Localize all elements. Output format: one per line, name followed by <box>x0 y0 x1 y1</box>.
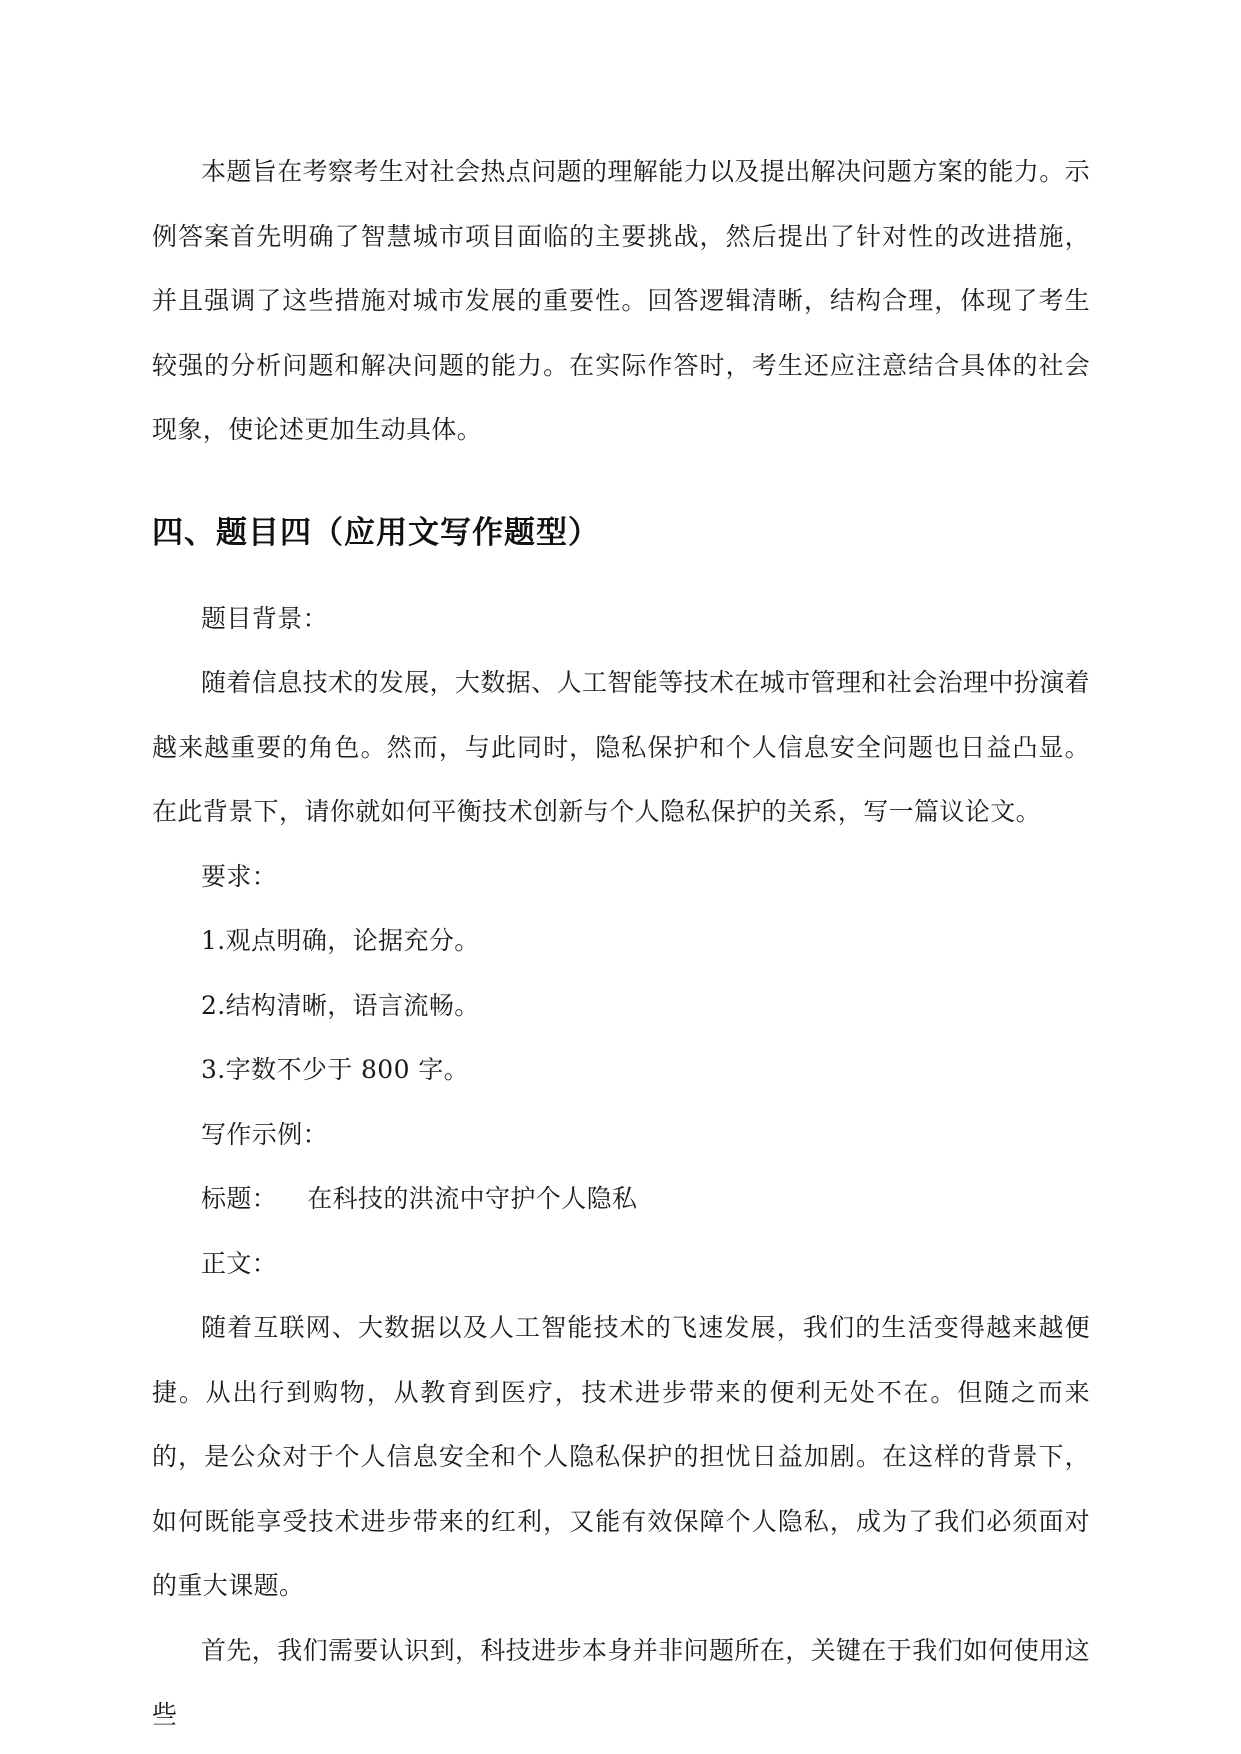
background-paragraph: 随着信息技术的发展，大数据、人工智能等技术在城市管理和社会治理中扮演着越来越重要的角色。然而，与此同时，隐私保护和个人信息安全问题也日益凸显。在此背景下，请你就如何平衡技术创新与个人隐私保护的关系，写一篇议论文。 <box>152 668 1091 826</box>
body-label: 正文： <box>201 1248 278 1278</box>
essay-title: 在科技的洪流中守护个人隐私 <box>307 1184 638 1213</box>
body-paragraph: 随着互联网、大数据以及人工智能技术的飞速发展，我们的生活变得越来越便捷。从出行到购物，从教育到医疗，技术进步带来的便利无处不在。但随之而来的，是公众对于个人信息安全和个人隐私保护的担忧日益加剧。在这样的背景下，如何既能享受技术进步带来的红利，又能有效保障个人隐私，成为了我们必须面对的重大课题。 <box>152 1313 1090 1600</box>
page-content <box>152 140 1090 1748</box>
background-label: 题目背景： <box>201 603 329 633</box>
body-paragraph: 首先，我们需要认识到，科技进步本身并非问题所在，关键在于我们如何使用这些 <box>152 1635 1091 1729</box>
requirement-item: 3.字数不少于 800 字。 <box>201 1055 470 1084</box>
essay-title-line <box>152 1167 1090 1232</box>
essay-title-label: 标题： <box>201 1184 278 1213</box>
requirement-item: 2.结构清晰，语言流畅。 <box>201 990 480 1020</box>
requirement-item: 1.观点明确，论据充分。 <box>201 926 480 955</box>
requirements-label: 要求： <box>201 861 278 891</box>
section-heading: 四、题目四（应用文写作题型） <box>152 514 600 551</box>
analysis-paragraph: 本题旨在考察考生对社会热点问题的理解能力以及提出解决问题方案的能力。示例答案首先明确了智慧城市项目面临的主要挑战，然后提出了针对性的改进措施，并且强调了这些措施对城市发展的重要性。回答逻辑清晰，结构合理，体现了考生较强的分析问题和解决问题的能力。在实际作答时，考生还应注意结合具体的社会现象，使论述更加生动具体。 <box>152 157 1091 444</box>
example-label: 写作示例： <box>201 1119 329 1149</box>
